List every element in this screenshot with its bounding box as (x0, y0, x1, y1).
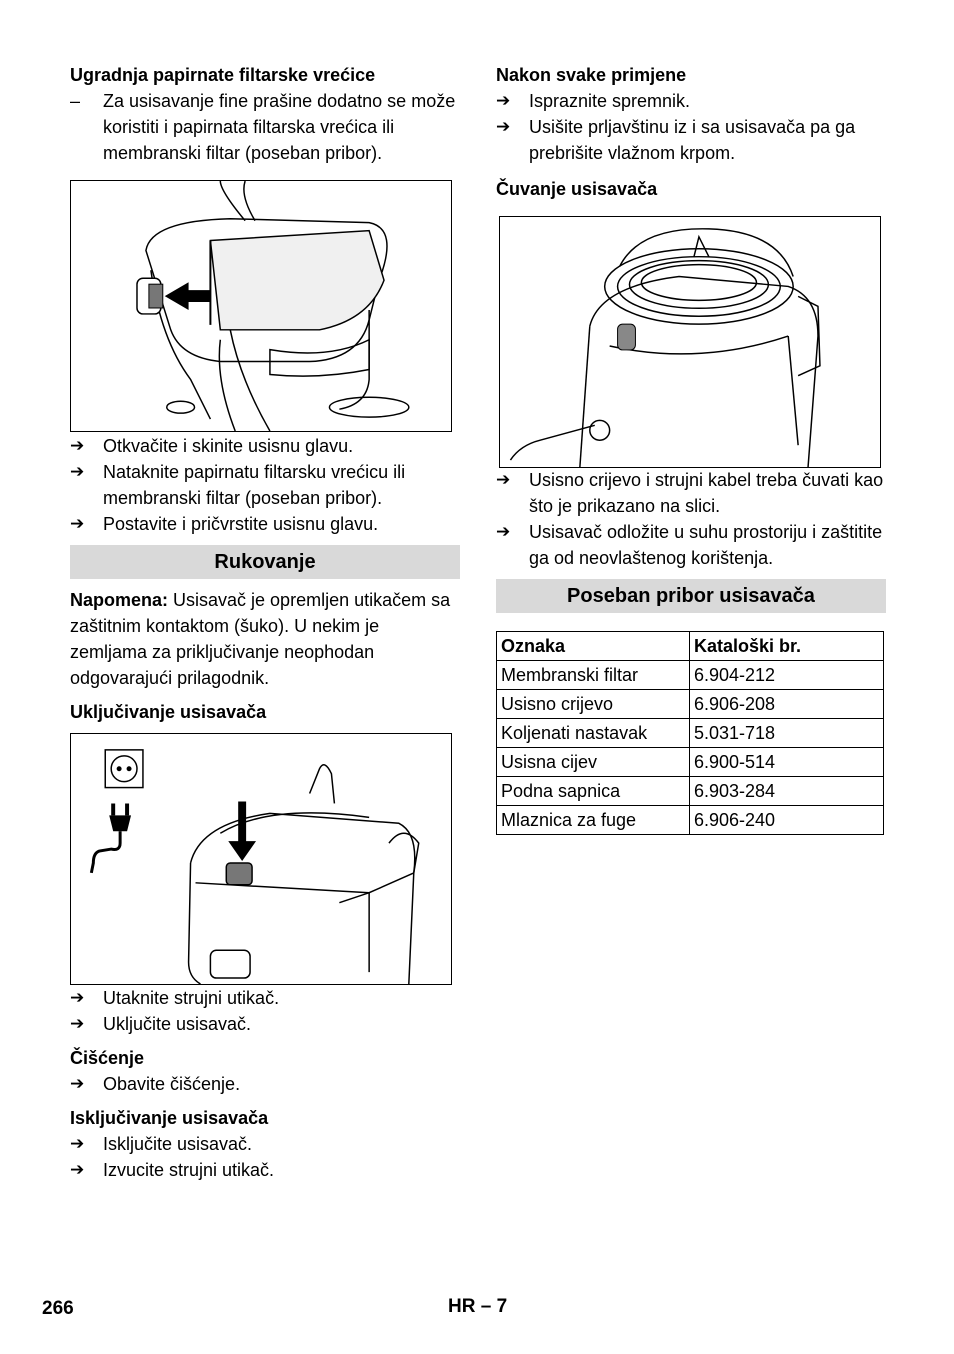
switch-off-step-1: ➔ Isključite usisavač. (70, 1131, 462, 1157)
switch-off-heading: Isključivanje usisavača (70, 1108, 269, 1128)
cell-name: Membranski filtar (497, 661, 690, 690)
cell-catalog: 6.900-514 (690, 748, 884, 777)
filter-note (70, 88, 462, 166)
right-arrow-icon: ➔ (70, 1014, 85, 1033)
storage-illustration (500, 217, 880, 467)
storage-heading: Čuvanje usisavača (496, 179, 658, 199)
accessories-table (496, 631, 884, 835)
cell-name: Mlaznica za fuge (497, 806, 690, 835)
table-row (497, 806, 884, 835)
switch-on-step-1: ➔ Utaknite strujni utikač. (70, 985, 462, 1011)
right-arrow-icon: ➔ (70, 436, 85, 455)
storage-step-2: ➔ Usisavač odložite u suhu prostoriju i zaštitite ga od neovlaštenog korištenja. (496, 519, 887, 571)
right-column (496, 62, 888, 835)
right-arrow-icon: ➔ (496, 522, 511, 541)
filter-bag-figure (70, 180, 452, 432)
section-rukovanje: Rukovanje (70, 545, 460, 579)
filter-step-3: ➔ Postavite i pričvrstite usisnu glavu. (70, 511, 462, 537)
column-header-catalog: Kataloški br. (690, 632, 884, 661)
left-column (70, 62, 462, 1183)
column-header-name: Oznaka (497, 632, 690, 661)
table-row (497, 777, 884, 806)
table-row (497, 748, 884, 777)
table-header-row (497, 632, 884, 661)
cell-catalog: 6.903-284 (690, 777, 884, 806)
cell-name: Usisno crijevo (497, 690, 690, 719)
storage-figure (499, 216, 881, 468)
cell-catalog: 5.031-718 (690, 719, 884, 748)
switch-on-illustration (71, 734, 451, 984)
dash-mark: – (70, 91, 81, 111)
note-label: Napomena: (70, 590, 169, 610)
after-use-step-2: ➔ Usišite prljavštinu iz i sa usisavača pa ga prebrišite vlažnom krpom. (496, 114, 889, 166)
filter-bag-heading: Ugradnja papirnate filtarske vrećice (70, 65, 376, 85)
right-arrow-icon: ➔ (70, 1134, 85, 1153)
cell-name: Koljenati nastavak (497, 719, 690, 748)
switch-off-step-2: ➔ Izvucite strujni utikač. (70, 1157, 462, 1183)
cell-catalog: 6.904-212 (690, 661, 884, 690)
table-row (497, 719, 884, 748)
after-use-step-1: ➔ Ispraznite spremnik. (496, 88, 888, 114)
cleaning-heading: Čišćenje (70, 1048, 145, 1068)
cleaning-step-1: ➔ Obavite čišćenje. (70, 1071, 462, 1097)
cell-name: Podna sapnica (497, 777, 690, 806)
right-arrow-icon: ➔ (70, 462, 85, 481)
right-arrow-icon: ➔ (496, 117, 511, 136)
switch-on-heading: Uključivanje usisavača (70, 702, 267, 722)
filter-note-text: Za usisavanje fine prašine dodatno se može koristiti i papirnata filtarska vrećica ili membranski filtar (poseban pribor). (103, 91, 456, 163)
right-arrow-icon: ➔ (70, 514, 85, 533)
right-arrow-icon: ➔ (496, 470, 511, 489)
storage-step-1: ➔ Usisno crijevo i strujni kabel treba čuvati kao što je prikazano na slici. (496, 467, 887, 519)
note-text: Usisavač je opremljen utikačem sa zaštitnim kontaktom (šuko). U nekim je zemljama za priključivanje neophodan odgovarajući prilagodnik. (70, 590, 451, 688)
table-row (497, 661, 884, 690)
table-row (497, 690, 884, 719)
right-arrow-icon: ➔ (70, 988, 85, 1007)
after-use-heading: Nakon svake primjene (496, 65, 687, 85)
right-arrow-icon: ➔ (70, 1160, 85, 1179)
right-arrow-icon: ➔ (70, 1074, 85, 1093)
right-arrow-icon: ➔ (496, 91, 511, 110)
switch-on-step-2: ➔ Uključite usisavač. (70, 1011, 462, 1037)
page-number: 266 (42, 1298, 74, 1319)
filter-step-1: ➔ Otkvačite i skinite usisnu glavu. (70, 433, 462, 459)
filter-bag-illustration (71, 181, 451, 431)
switch-on-figure (70, 733, 452, 985)
cell-name: Usisna cijev (497, 748, 690, 777)
language-page-label: HR – 7 (448, 1296, 508, 1317)
section-accessories: Poseban pribor usisavača (496, 579, 886, 613)
cell-catalog: 6.906-240 (690, 806, 884, 835)
note-paragraph (70, 587, 454, 691)
cell-catalog: 6.906-208 (690, 690, 884, 719)
filter-step-2: ➔ Nataknite papirnatu filtarsku vrećicu ili membranski filtar (poseban pribor). (70, 459, 462, 511)
